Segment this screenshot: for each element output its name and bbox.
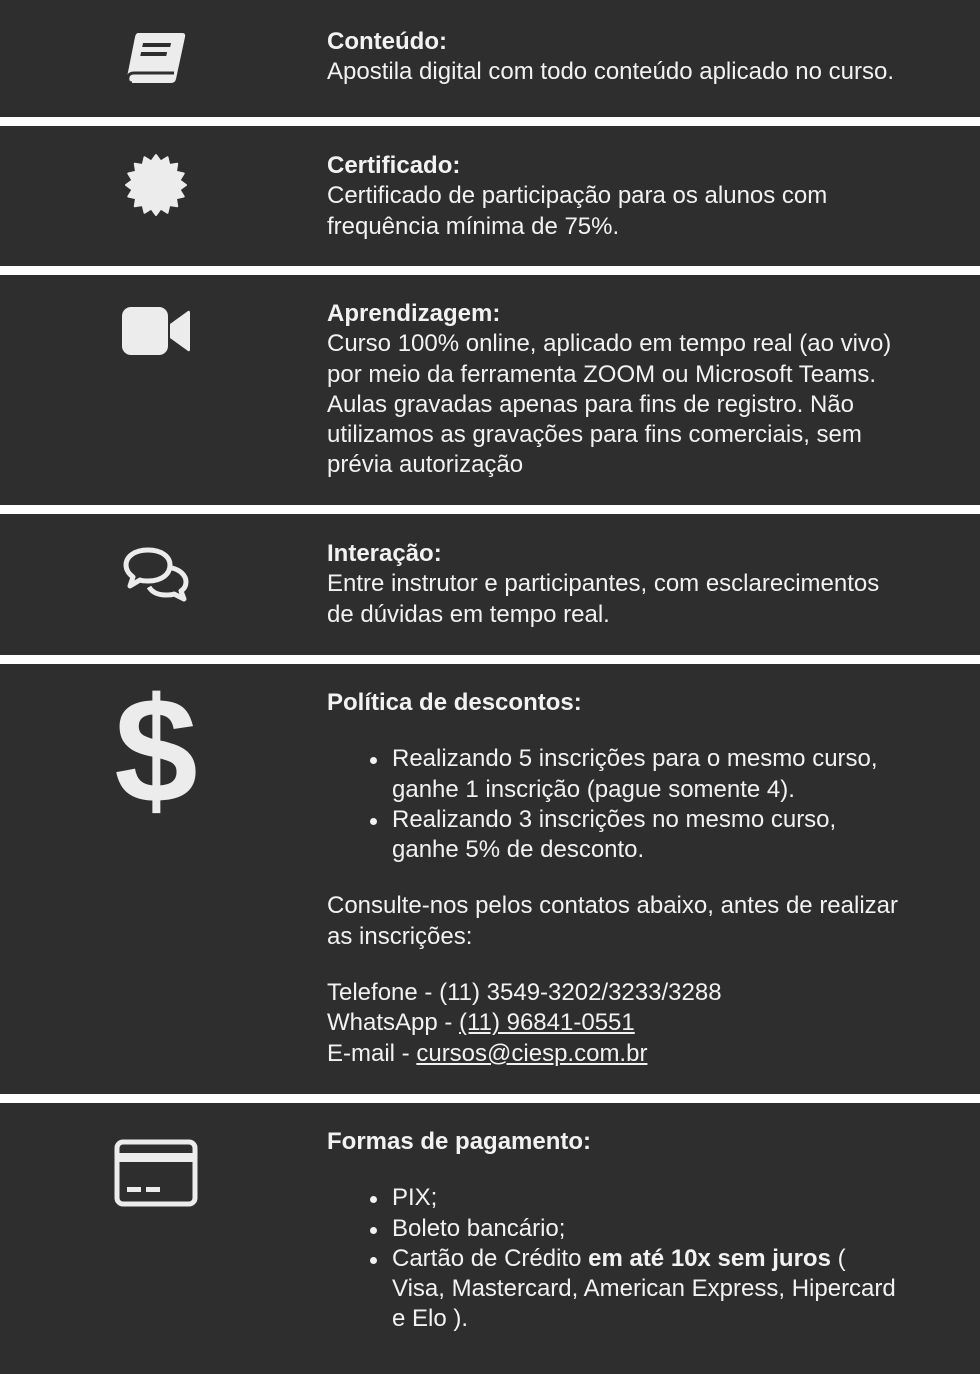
consult-line: Consulte-nos pelos contatos abaixo, antes de realizar xyxy=(327,892,899,920)
credit-card-icon xyxy=(106,1139,206,1207)
pix-item: PIX; xyxy=(392,1184,438,1212)
aprendizagem-line: Curso 100% online, aplicado em tempo real (ao vivo) xyxy=(327,330,892,358)
interacao-line: de dúvidas em tempo real. xyxy=(327,600,610,628)
whatsapp-label: WhatsApp - xyxy=(327,1009,460,1037)
video-camera-icon xyxy=(106,307,206,355)
chat-bubbles-icon xyxy=(106,546,206,602)
card-item-line: e Elo ). xyxy=(392,1305,469,1333)
book-icon xyxy=(106,29,206,89)
aprendizagem-line: Aulas gravadas apenas para fins de registro. Não xyxy=(327,390,854,418)
list-item-line: ganhe 5% de desconto. xyxy=(392,836,645,864)
aprendizagem-line: utilizamos as gravações para fins comerciais, sem xyxy=(327,421,862,449)
phone-label: Telefone - xyxy=(327,979,440,1007)
descontos-text xyxy=(327,688,967,1069)
descontos-list xyxy=(327,744,967,865)
email-link[interactable]: cursos@ciesp.com.br xyxy=(416,1039,648,1067)
consult-line: as inscrições: xyxy=(327,922,473,950)
boleto-item: Boleto bancário; xyxy=(392,1214,566,1242)
svg-text:$: $ xyxy=(114,666,198,834)
dollar-sign-icon xyxy=(106,666,206,834)
certificate-badge-icon xyxy=(106,154,206,216)
list-item xyxy=(392,805,967,866)
card-suffix: ( xyxy=(830,1244,846,1272)
section-aprendizagem xyxy=(0,275,980,505)
list-item xyxy=(392,1214,967,1244)
interacao-title: Interação: xyxy=(327,540,442,567)
conteudo-title: Conteúdo: xyxy=(327,28,447,55)
phone-line xyxy=(327,978,967,1008)
section-pagamento xyxy=(0,1103,980,1374)
aprendizagem-line: prévia autorização xyxy=(327,451,524,479)
section-interacao xyxy=(0,514,980,655)
interacao-text xyxy=(327,539,967,630)
list-item-line: Realizando 3 inscrições no mesmo curso, xyxy=(392,805,837,833)
list-item-line: ganhe 1 inscrição (pague somente 4). xyxy=(392,775,795,803)
conteudo-text xyxy=(327,27,967,88)
phone-number: (11) 3549-3202/3233/3288 xyxy=(439,979,722,1007)
certificado-title: Certificado: xyxy=(327,152,461,179)
certificado-line: Certificado de participação para os alunos com xyxy=(327,182,828,210)
section-certificado xyxy=(0,126,980,266)
email-label: E-mail - xyxy=(327,1039,417,1067)
card-prefix: Cartão de Crédito xyxy=(392,1244,589,1272)
email-line xyxy=(327,1039,967,1069)
pagamento-text xyxy=(327,1127,967,1335)
section-descontos xyxy=(0,664,980,1094)
conteudo-line: Apostila digital com todo conteúdo aplicado no curso. xyxy=(327,58,895,86)
card-bold: em até 10x sem juros xyxy=(588,1244,831,1272)
aprendizagem-text xyxy=(327,299,967,481)
pagamento-title: Formas de pagamento: xyxy=(327,1128,592,1155)
list-item xyxy=(392,744,967,805)
list-item xyxy=(392,1183,967,1213)
pagamento-list xyxy=(327,1183,967,1334)
certificado-line: frequência mínima de 75%. xyxy=(327,212,620,240)
aprendizagem-title: Aprendizagem: xyxy=(327,300,501,327)
card-item-line: Visa, Mastercard, American Express, Hipercard xyxy=(392,1275,896,1303)
list-item xyxy=(392,1244,967,1335)
aprendizagem-line: por meio da ferramenta ZOOM ou Microsoft Teams. xyxy=(327,360,877,388)
whatsapp-link[interactable]: (11) 96841-0551 xyxy=(459,1009,635,1037)
list-item-line: Realizando 5 inscrições para o mesmo curso, xyxy=(392,745,878,773)
section-conteudo xyxy=(0,0,980,117)
descontos-title: Política de descontos: xyxy=(327,689,582,716)
interacao-line: Entre instrutor e participantes, com esclarecimentos xyxy=(327,570,880,598)
certificado-text xyxy=(327,151,967,242)
card-item-line xyxy=(392,1244,967,1274)
whatsapp-line xyxy=(327,1008,967,1038)
